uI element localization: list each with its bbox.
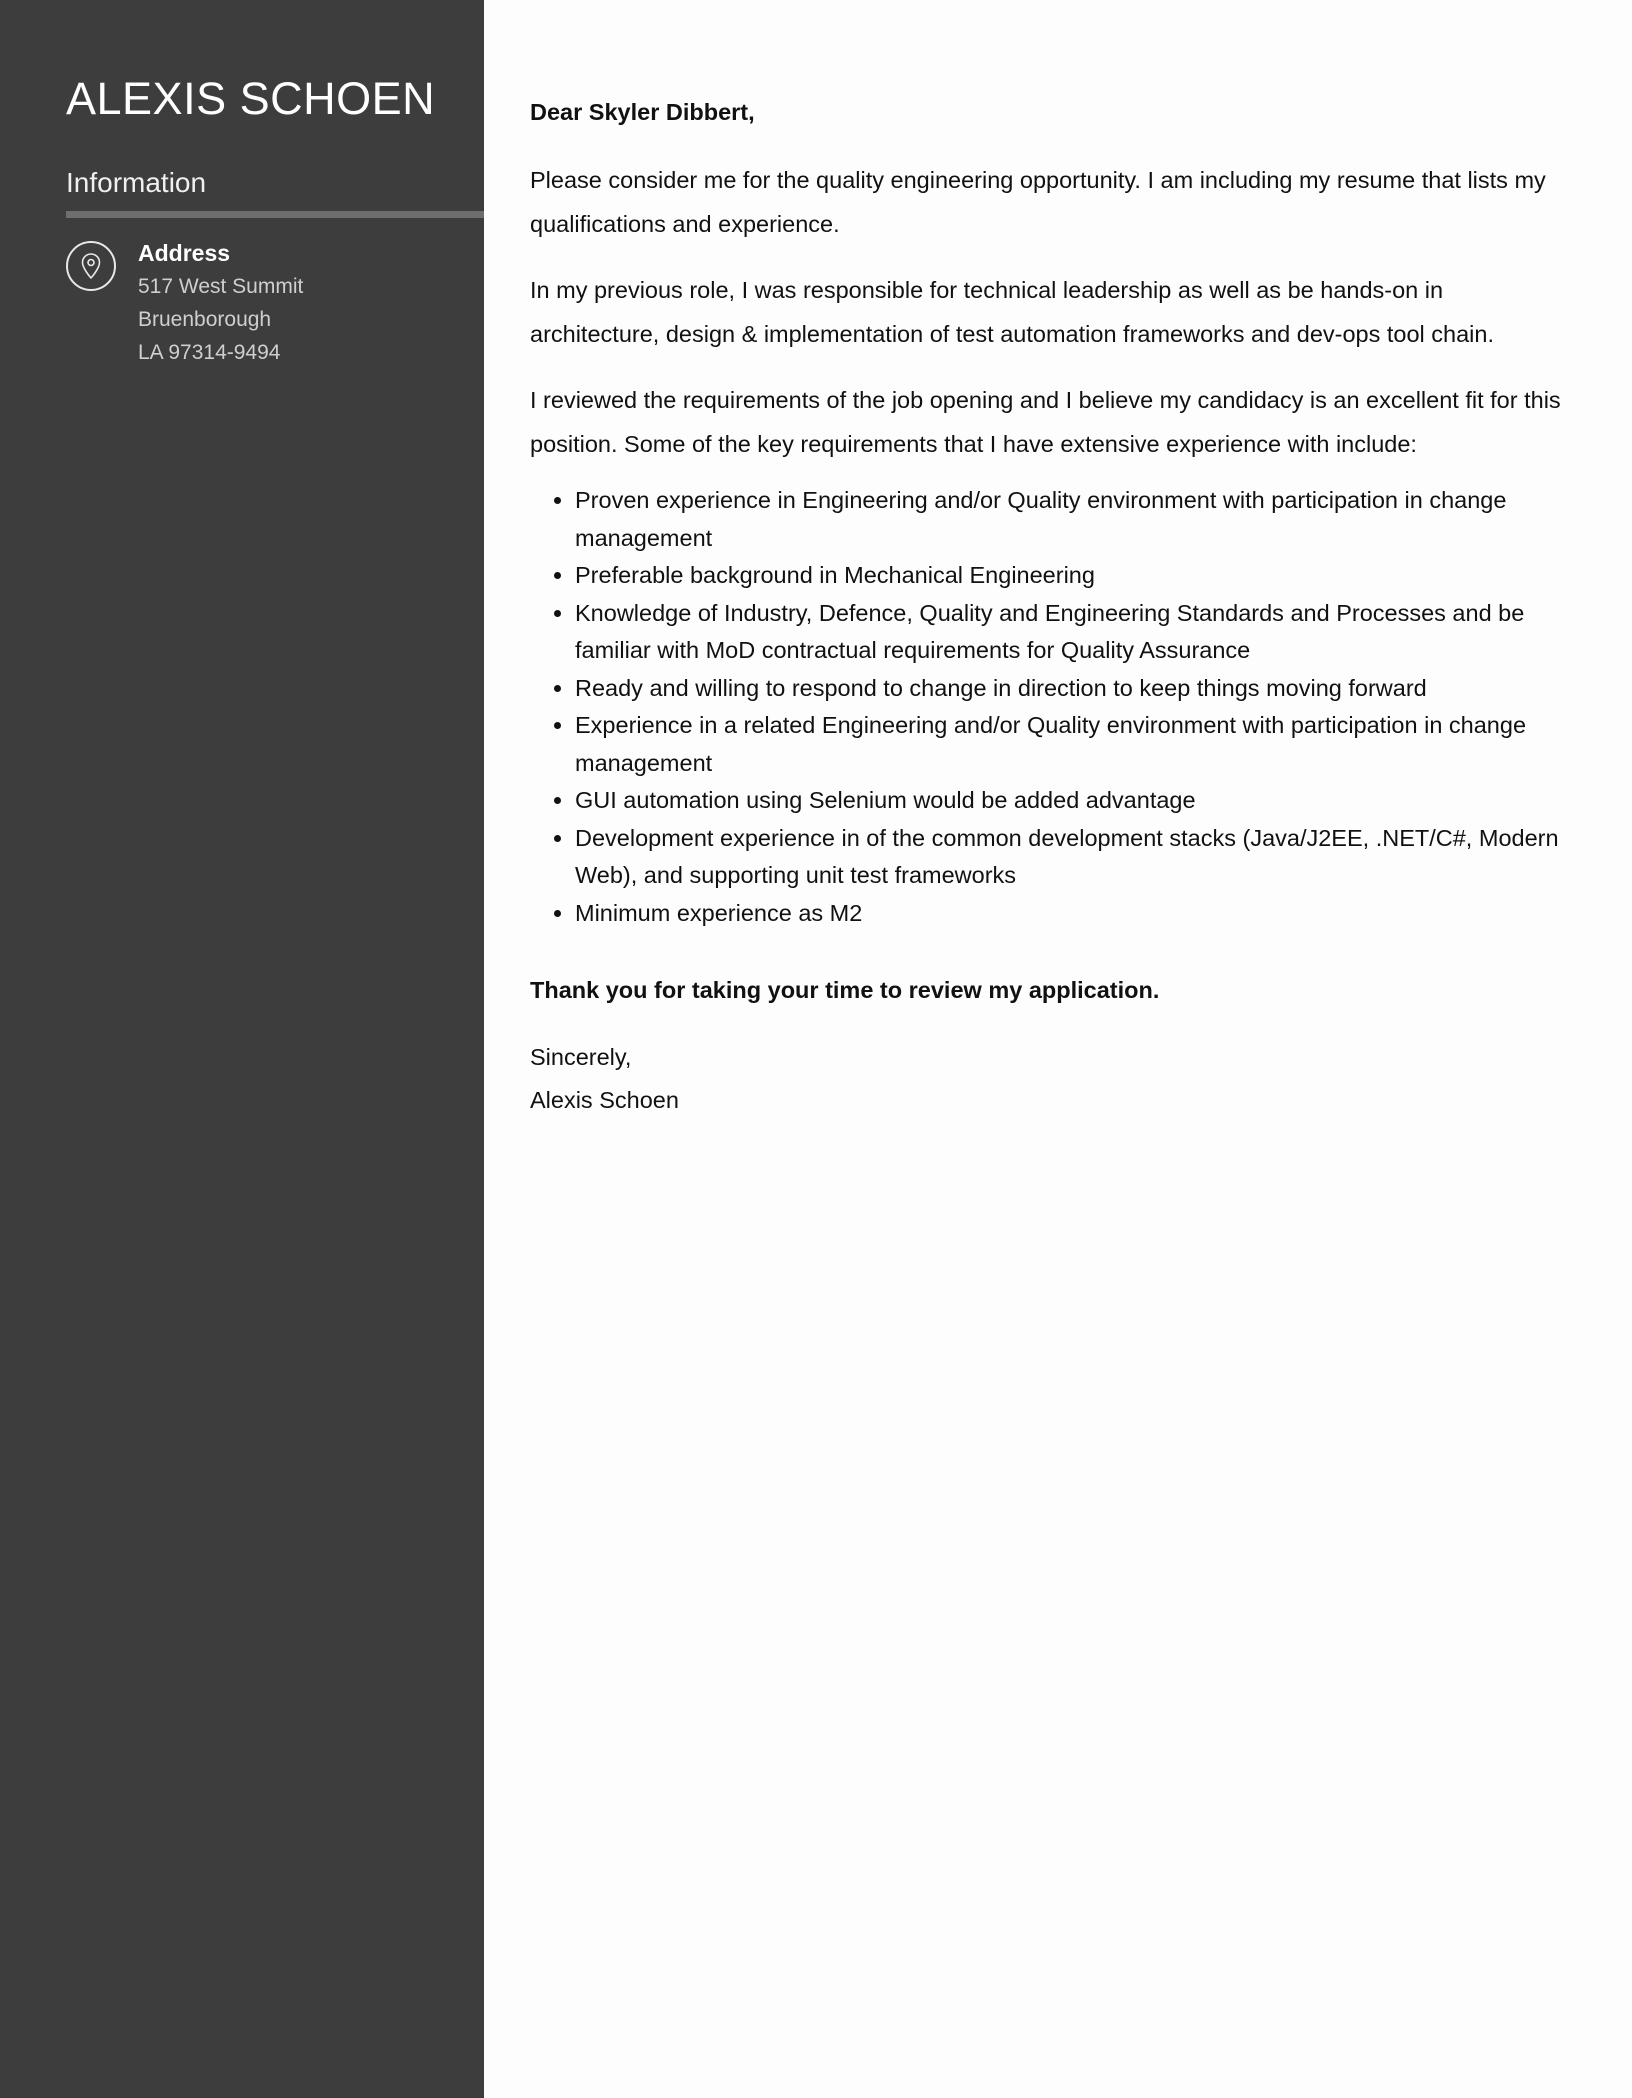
location-pin-glyph [80, 252, 102, 280]
sidebar [0, 0, 484, 2098]
letter-paragraph-intro: Please consider me for the quality engineering opportunity. I am including my resume that lists my qualifications and experience. [530, 167, 1546, 237]
cover-letter [530, 92, 1570, 1122]
address-city: Bruenborough [138, 308, 272, 331]
location-pin-icon [66, 241, 116, 291]
letter-paragraph-experience: In my previous role, I was responsible for technical leadership as well as be hands-on in architecture, design & implementation of test automation frameworks and dev-ops tool chain. [530, 277, 1495, 347]
list-item: • Minimum experience as M2 [575, 895, 1570, 933]
list-item: • Proven experience in Engineering and/or Quality environment with participation in change management [575, 482, 1570, 557]
letter-paragraph-fit: I reviewed the requirements of the job opening and I believe my candidacy is an excellent fit for this position. Some of the key requirements that I have extensive experience with include: [530, 387, 1561, 457]
letter-signature: Alexis Schoen [530, 1087, 679, 1113]
address-street: 517 West Summit [138, 275, 304, 298]
address-block [138, 236, 303, 369]
applicant-name: ALEXIS SCHOEN [66, 73, 436, 124]
list-item: • Ready and willing to respond to change in direction to keep things moving forward [575, 670, 1570, 708]
address-state-zip: LA 97314-9494 [138, 341, 281, 364]
letter-closing: Thank you for taking your time to review my application. [530, 977, 1160, 1003]
information-heading: Information [66, 167, 207, 198]
address-label: Address [138, 240, 231, 266]
list-item: • Preferable background in Mechanical Engineering [575, 557, 1570, 595]
letter-greeting: Dear Skyler Dibbert, [530, 99, 755, 125]
list-item: • GUI automation using Selenium would be added advantage [575, 782, 1570, 820]
requirements-list [530, 482, 1570, 932]
list-item: • Experience in a related Engineering and/or Quality environment with participation in change management [575, 707, 1570, 782]
list-item: • Development experience in of the common development stacks (Java/J2EE, .NET/C#, Modern Web), and supporting unit test frameworks [575, 820, 1570, 895]
letter-signoff: Sincerely, [530, 1044, 632, 1070]
list-item: • Knowledge of Industry, Defence, Quality and Engineering Standards and Processes and be familiar with MoD contractual requirements for Quality Assurance [575, 595, 1570, 670]
section-divider [66, 211, 484, 218]
